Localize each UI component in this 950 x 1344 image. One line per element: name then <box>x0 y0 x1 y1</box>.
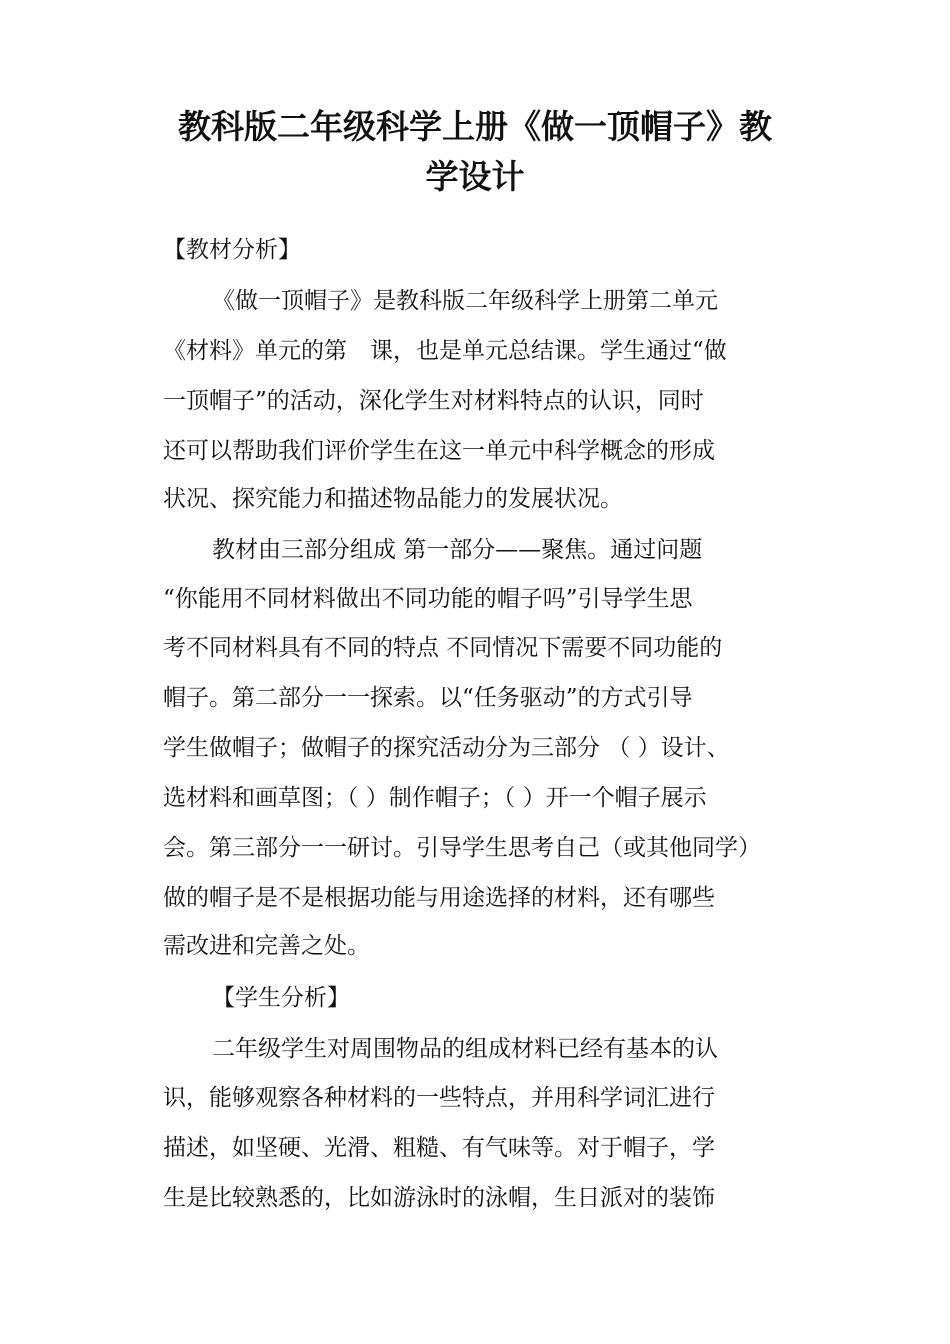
document-title-line-2: 学设计 <box>425 157 525 196</box>
document-title-line-1: 教科版二年级科学上册《做一顶帽子》教 <box>178 107 772 146</box>
paragraph-line: 《做一顶帽子》是教科版二年级科学上册第二单元 <box>212 288 718 314</box>
paragraph-line: 需改进和完善之处。 <box>163 933 370 959</box>
paragraph-line: 会。第三部分一一研讨。引导学生思考自己（或其他同学） <box>163 835 761 861</box>
paragraph-line: 学生做帽子；做帽子的探究活动分为三部分 （ ）设计、 <box>163 735 730 761</box>
paragraph-line: 识，能够观察各种材料的一些特点，并用科学词汇进行 <box>163 1085 715 1111</box>
section-heading-student-analysis: 【学生分析】 <box>212 985 350 1011</box>
paragraph-line: 考不同材料具有不同的特点 不同情况下需要不同功能的 <box>163 635 723 661</box>
paragraph-line: “你能用不同材料做出不同功能的帽子吗”引导学生思 <box>163 586 693 612</box>
paragraph-line: 帽子。第二部分一一探索。以“任务驱动”的方式引导 <box>163 685 693 711</box>
paragraph-line: 教材由三部分组成 第一部分——聚焦。通过问题 <box>212 537 703 563</box>
paragraph-line: 描述，如坚硬、光滑、粗糙、有气味等。对于帽子，学 <box>163 1135 715 1161</box>
paragraph-line: 《材料》单元的第 课，也是单元总结课。学生通过“做 <box>163 338 727 364</box>
paragraph-line: 状况、探究能力和描述物品能力的发展状况。 <box>163 486 623 512</box>
paragraph-line: 生是比较熟悉的，比如游泳时的泳帽，生日派对的装饰 <box>163 1185 715 1211</box>
paragraph-line: 还可以帮助我们评价学生在这一单元中科学概念的形成 <box>163 438 715 464</box>
paragraph-line: 选材料和画草图；（ ）制作帽子；（ ）开一个帽子展示 <box>163 785 707 811</box>
section-heading-material-analysis: 【教材分析】 <box>163 237 301 263</box>
paragraph-line: 做的帽子是不是根据功能与用途选择的材料，还有哪些 <box>163 885 715 911</box>
paragraph-line: 一顶帽子”的活动，深化学生对材料特点的认识，同时 <box>163 388 704 414</box>
paragraph-line: 二年级学生对周围物品的组成材料已经有基本的认 <box>212 1036 718 1062</box>
